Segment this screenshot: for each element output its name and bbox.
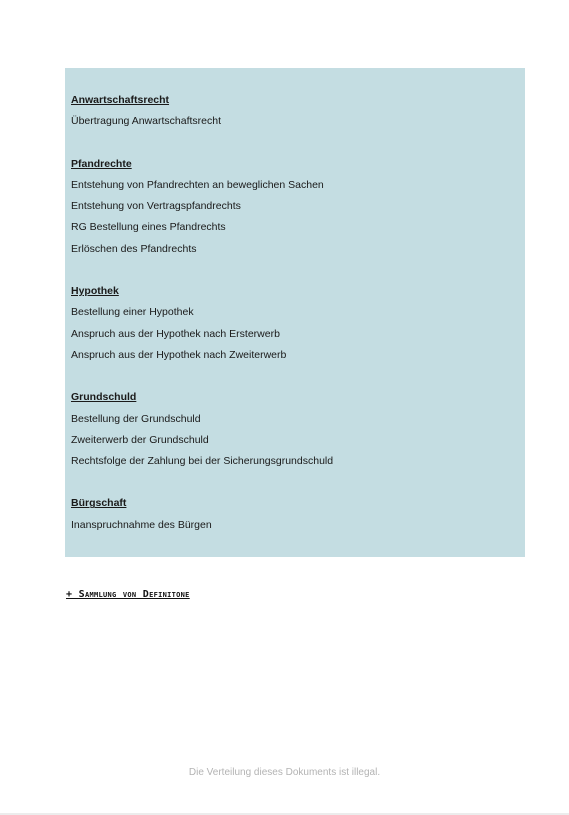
section-heading: Grundschuld [71,391,137,404]
content-box [65,68,525,557]
list-item: Übertragung Anwartschaftsrecht [71,115,221,128]
list-item: Bestellung einer Hypothek [71,306,194,319]
list-item: Rechtsfolge der Zahlung bei der Sicherungsgrundschuld [71,455,334,468]
section-grundschuld [71,387,525,472]
section-anwartschaftsrecht [71,90,525,133]
list-item: Zweiterwerb der Grundschuld [71,433,209,446]
section-heading: Anwartschaftsrecht [71,94,170,106]
section-heading: Pfandrechte [71,157,132,170]
list-item: Bestellung der Grundschuld [71,412,201,425]
section-hypothek [71,281,525,366]
list-item: RG Bestellung eines Pfandrechts [71,221,226,234]
section-pfandrechte [71,154,525,260]
definitions-note: + Sammlung von Definitone [66,589,190,600]
list-item: Inanspruchnahme des Bürgen [71,518,212,531]
list-item: Entstehung von Pfandrechten an beweglichen Sachen [71,178,324,191]
list-item: Erlöschen des Pfandrechts [71,242,197,255]
list-item: Anspruch aus der Hypothek nach Ersterwerb [71,327,280,340]
section-heading: Bürgschaft [71,497,127,510]
footer-notice: Die Verteilung dieses Dokuments ist illegal. [188,767,381,778]
list-item: Entstehung von Vertragspfandrechts [71,200,241,213]
list-item: Anspruch aus der Hypothek nach Zweiterwerb [71,348,287,361]
section-heading: Hypothek [71,285,119,298]
section-buergschaft [71,493,525,536]
